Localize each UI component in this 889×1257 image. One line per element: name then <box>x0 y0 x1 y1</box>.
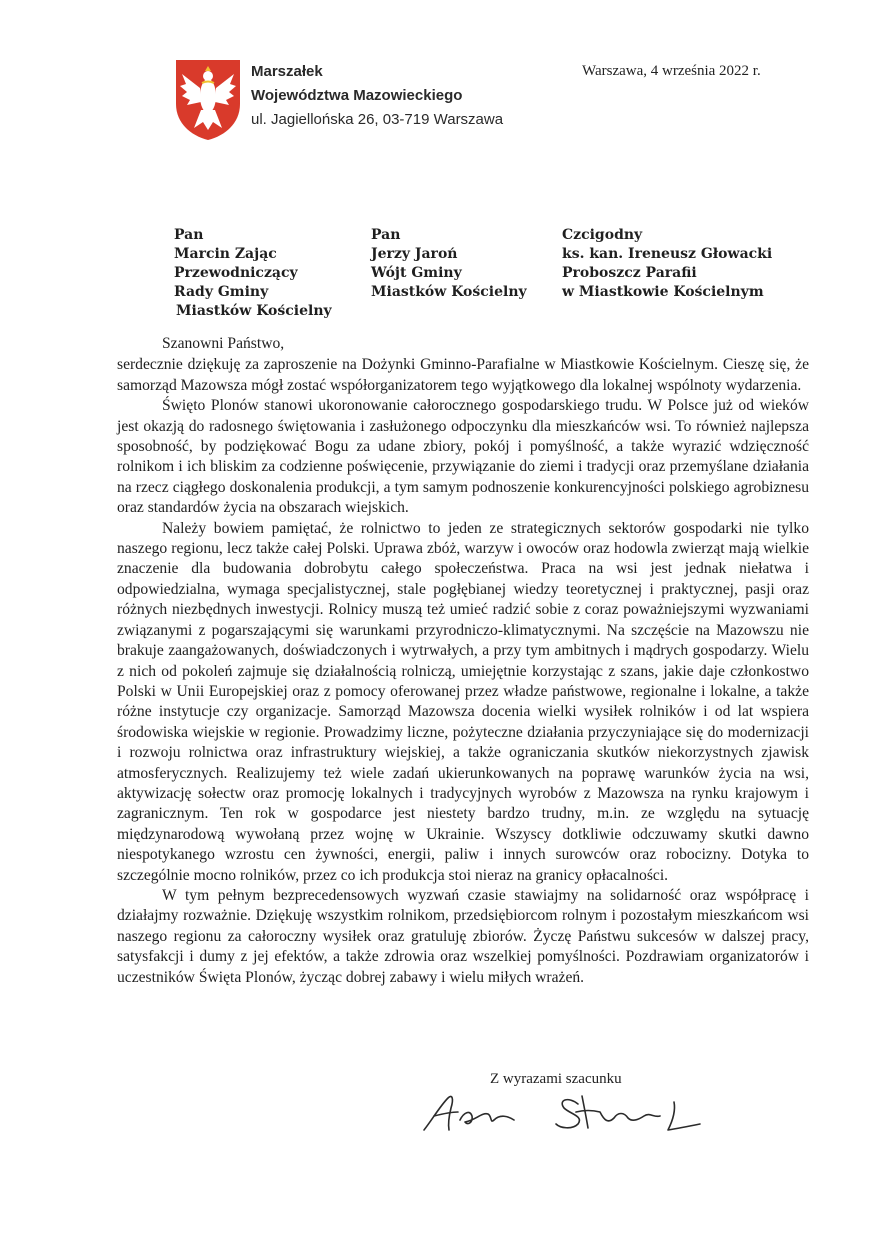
body-paragraph-1: serdecznie dziękuję za zaproszenie na Dożynki Gminno-Parafialne w Miastkowie Kościelnym. Cieszę się, że samorząd Mazowsza mógł zostać współorganizatorem tego wyjątkowego dla lokalnej wspólnoty wydarzenia. <box>117 356 809 394</box>
body-paragraph-4: W tym pełnym bezprecedensowych wyzwań czasie stawiajmy na solidarność oraz współpracę i działajmy rozważnie. Dziękuję wszystkim rolnikom, przedsiębiorcom rolnym i pozostałym mieszkańcom wsi naszego regionu za całoroczny wysiłek oraz gratuluję zbiorów. Życzę Państwu sukcesów w dalszej pracy, satysfakcji i dumy z jej efektów, a także zdrowia oraz wszelkiej pomyślności. Pozdrawiam organizatorów i uczestników Święta Plonów, życząc dobrej zabawy i wielu miłych wrażeń. <box>117 886 809 986</box>
body-paragraph-2: Święto Plonów stanowi ukoronowanie całorocznego gospodarskiego trudu. W Polsce już od wieków jest okazją do radosnego świętowania i zasłużonego odpoczynku dla mieszkańców wsi. To również najlepsza sposobność, by podziękować Bogu za udane zbiory, pokój i pomyślność, a także wyrazić wdzięczność rolnikom i ich bliskim za codzienne poświęcenie, przywiązanie do ziemi i tradycji oraz przemyślane działania na rzecz ciągłego doskonalenia produkcji, a tym samym podnoszenie konkurencyjności polskiego agrobiznesu oraz standardów życia na obszarach wiejskich. <box>117 397 809 517</box>
handwritten-signature <box>418 1090 718 1136</box>
recipient-line: Pan <box>174 227 204 243</box>
recipient-line: Czcigodny <box>562 227 643 243</box>
recipient-line: w Miastkowie Kościelnym <box>562 284 764 300</box>
recipient-line: Przewodniczący <box>174 265 298 281</box>
sender-office: Województwa Mazowieckiego <box>251 87 463 104</box>
recipient-block-2 <box>371 226 527 302</box>
recipient-block-1 <box>174 226 332 321</box>
recipient-line: Miastków Kościelny <box>176 303 332 319</box>
recipient-line: Pan <box>371 227 401 243</box>
recipient-line: Rady Gminy <box>174 284 269 300</box>
recipient-block-3 <box>562 226 772 302</box>
letter-date: Warszawa, 4 września 2022 r. <box>582 63 761 79</box>
greeting: Szanowni Państwo, <box>162 335 285 352</box>
recipient-line: Jerzy Jaroń <box>371 246 458 262</box>
recipient-line: Marcin Zając <box>174 246 277 262</box>
sender-address: ul. Jagiellońska 26, 03-719 Warszawa <box>251 111 504 128</box>
recipient-line: Miastków Kościelny <box>371 284 527 300</box>
sender-block <box>251 60 503 132</box>
recipient-line: Proboszcz Parafii <box>562 265 697 281</box>
sender-title: Marszałek <box>251 63 323 80</box>
closing-line: Z wyrazami szacunku <box>490 1071 622 1087</box>
recipient-line: ks. kan. Ireneusz Głowacki <box>562 246 773 262</box>
letter-body <box>117 334 809 988</box>
mazovia-coat-of-arms-icon <box>174 58 242 142</box>
body-paragraph-3: Należy bowiem pamiętać, że rolnictwo to jeden ze strategicznych sektorów gospodarki nie tylko naszego regionu, lecz także całej Polski. Uprawa zbóż, warzyw i owoców oraz hodowla zwierząt mają wielkie znaczenie dla budowania dobrobytu całego społeczeństwa. Praca na wsi jest jednak niełatwa i odpowiedzialna, wymaga specjalistycznej, stale pogłębianej wiedzy teoretycznej i praktycznej, pasji oraz różnych niezbędnych inwestycji. Rolnicy muszą też umieć radzić sobie z coraz poważniejszymi wyzwaniami związanymi z pogarszającymi się warunkami przyrodniczo-klimatycznymi. Na szczęście na Mazowszu nie brakuje zaangażowanych, doświadczonych i wytrwałych, a przy tym ambitnych i mądrych gospodarzy. Wielu z nich od pokoleń zajmuje się działalnością rolniczą, umiejętnie korzystając z szans, jakie daje członkostwo Polski w Unii Europejskiej oraz z pomocy oferowanej przez władze państwowe, regionalne i lokalne, a także różne instytucje czy organizacje. Samorząd Mazowsza docenia wielki wysiłek rolników i od lat wspiera środowiska wiejskie w regionie. Prowadzimy liczne, pożyteczne działania przyczyniające się do modernizacji i rozwoju rolnictwa oraz infrastruktury wiejskiej, a także ograniczania skutków niekorzystnych zjawisk atmosferycznych. Realizujemy też wiele zadań ukierunkowanych na poprawę warunków życia na wsi, aktywizację sołectw oraz promocję lokalnych i tradycyjnych wyrobów z Mazowsza na rynku krajowym i zagranicznym. Ten rok w gospodarce jest niestety bardzo trudny, m.in. ze względu na sytuację międzynarodową wywołaną przez wojnę w Ukrainie. Wszyscy dotkliwie odczuwamy skutki dawno niespotykanego wzrostu cen żywności, energii, paliw i innych surowców oraz robocizny. Dotyka to szczególnie mocno rolników, przez co ich produkcja stoi nieraz na granicy opłacalności. <box>117 519 809 884</box>
recipient-line: Wójt Gminy <box>371 265 462 281</box>
